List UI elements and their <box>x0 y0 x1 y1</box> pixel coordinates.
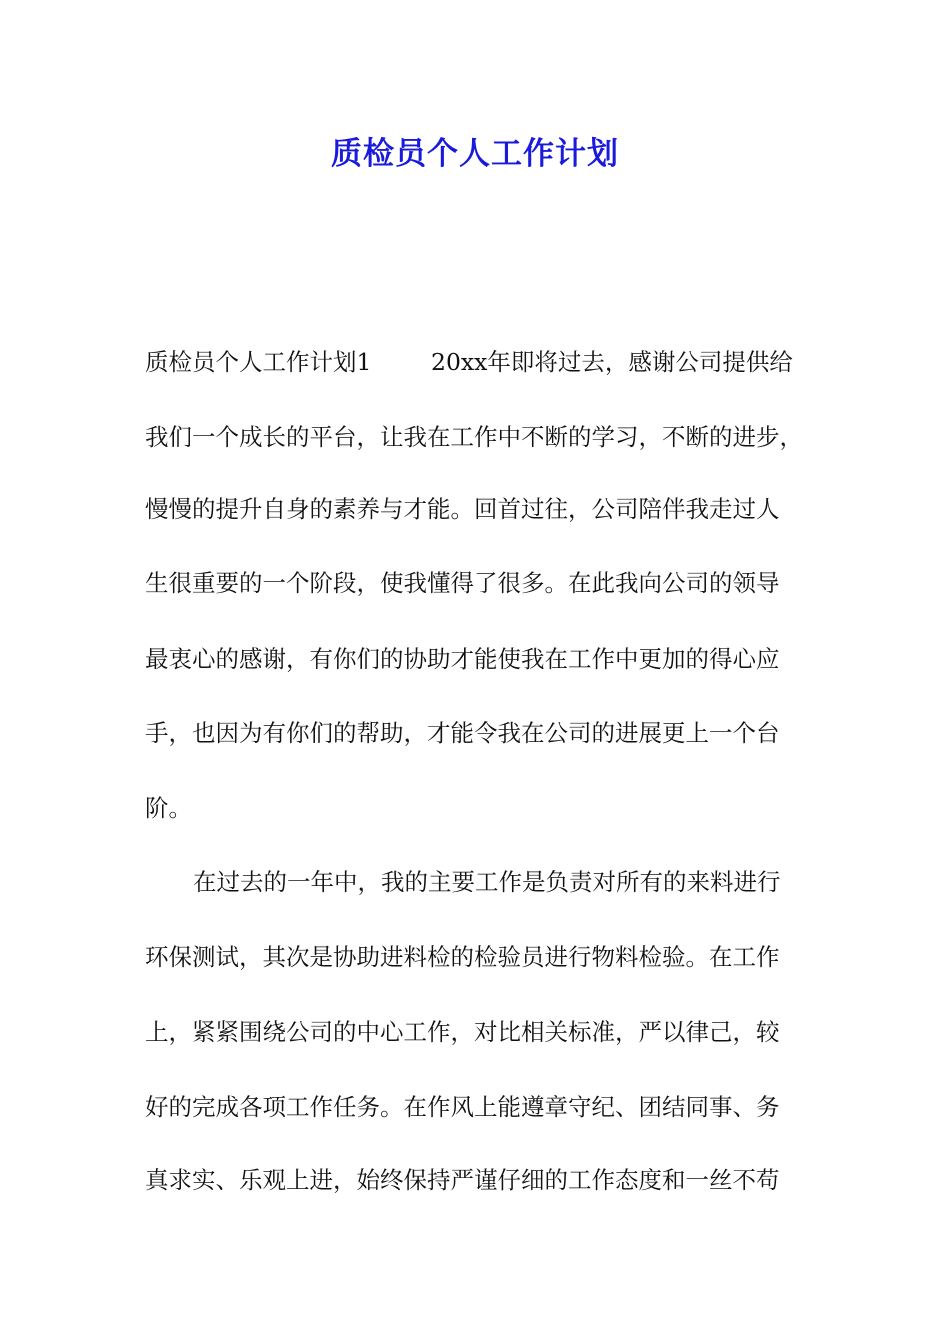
paragraph-line: 好的完成各项工作任务。在作风上能遵章守纪、团结同事、务 <box>145 1093 780 1121</box>
paragraph-line: 最衷心的感谢，有你们的协助才能使我在工作中更加的得心应 <box>145 645 780 673</box>
paragraph-line: 环保测试，其次是协助进料检的检验员进行物料检验。在工作 <box>145 943 780 971</box>
paragraph-line: 阶。 <box>145 794 192 822</box>
document-title: 质检员个人工作计划 <box>331 136 619 172</box>
paragraph-line: 我们一个成长的平台，让我在工作中不断的学习，不断的进步， <box>145 423 803 451</box>
paragraph-line <box>145 342 793 382</box>
paragraph-line: 在过去的一年中，我的主要工作是负责对所有的来料进行 <box>193 868 781 896</box>
paragraph-line: 生很重要的一个阶段，使我懂得了很多。在此我向公司的领导 <box>145 569 780 597</box>
paragraph-line: 真求实、乐观上进，始终保持严谨仔细的工作态度和一丝不苟 <box>145 1166 780 1194</box>
paragraph-line: 上，紧紧围绕公司的中心工作，对比相关标准，严以律己，较 <box>145 1018 780 1046</box>
section-heading: 质检员个人工作计划1 <box>145 348 372 376</box>
paragraph-line: 手，也因为有你们的帮助，才能令我在公司的进展更上一个台 <box>145 719 780 747</box>
line-text: 20xx年即将过去，感谢公司提供给 <box>431 348 793 376</box>
paragraph-line: 慢慢的提升自身的素养与才能。回首过往，公司陪伴我走过人 <box>145 495 780 523</box>
